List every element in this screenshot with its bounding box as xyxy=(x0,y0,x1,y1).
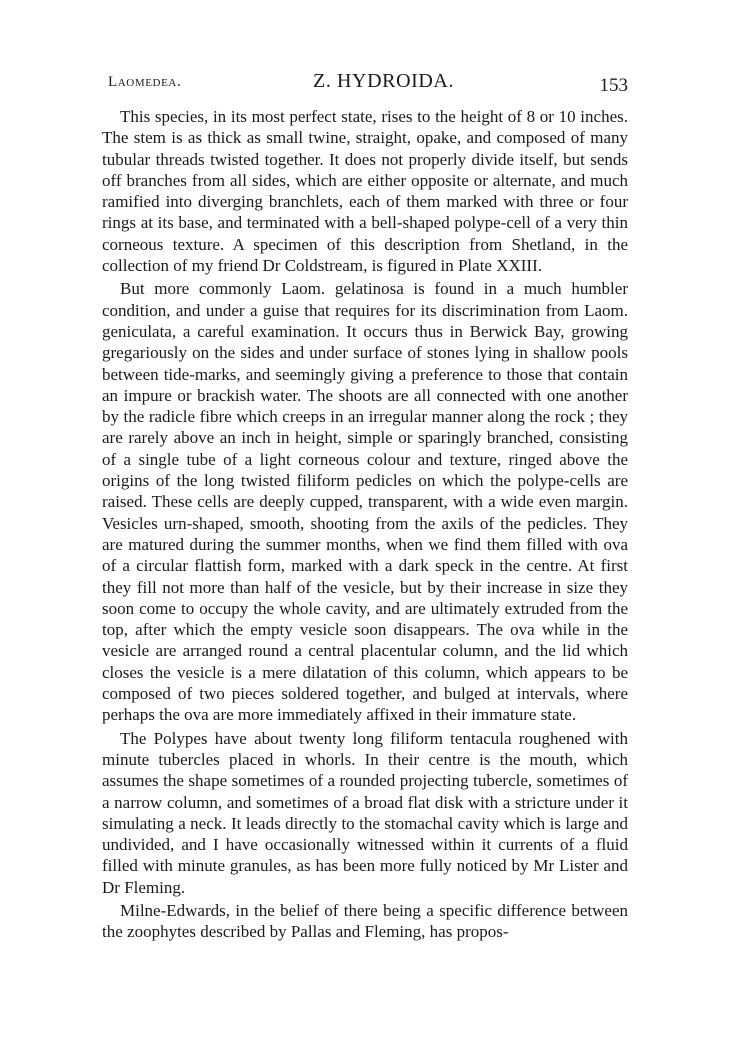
paragraph: But more commonly Laom. gelatinosa is found in a much humbler condition, and under a guise that requires for its discrimination from Laom. geniculata, a careful examination. It occurs thus in Berwick Bay, growing gregariously on the sides and under surface of stones lying in shallow pools between tide-marks, and seemingly giving a preference to those that contain an impure or brackish water. The shoots are all connected with one another by the radicle fibre which creeps in an irregular manner along the rock ; they are rarely above an inch in height, simple or sparingly branched, consisting of a single tube of a light corneous colour and texture, ringed above the origins of the long twisted filiform pedicles on which the polype-cells are raised. These cells are deeply cupped, transparent, with a wide even margin. Vesicles urn-shaped, smooth, shooting from the axils of the pedicles. They are matured during the summer months, when we find them filled with ova of a circular flattish form, marked with a dark speck in the centre. At first they fill not more than half of the vesicle, but by their increase in size they soon come to occupy the whole cavity, and are ultimately extruded from the top, after which the empty vesicle soon disappears. The ova while in the vesicle are arranged round a central placentular column, and the lid which closes the vesicle is a mere dilatation of this column, which appears to be composed of two pieces soldered together, and bulged at intervals, where perhaps the ova are more immediately affixed in their immature state. xyxy=(102,279,628,725)
running-head-title: Z. HYDROIDA. xyxy=(313,70,455,92)
paragraph: The Polypes have about twenty long filiform tentacula roughened with minute tubercles placed in whorls. In their centre is the mouth, which assumes the shape sometimes of a rounded projecting tubercle, sometimes of a narrow column, and sometimes of a broad flat disk with a stricture under it simulating a neck. It leads directly to the stomachal cavity which is large and undivided, and I have occasionally witnessed within it currents of a fluid filled with minute granules, as has been more fully noticed by Mr Lister and Dr Fleming. xyxy=(102,728,628,897)
page-number: 153 xyxy=(599,75,628,96)
body-text xyxy=(102,106,628,945)
paragraph: This species, in its most perfect state, rises to the height of 8 or 10 inches. The stem is as thick as small twine, straight, opake, and composed of many tubular threads twisted together. It does not properly divide itself, but sends off branches from all sides, which are either opposite or alternate, and much ramified into diverging branchlets, each of them marked with three or four rings at its base, and terminated with a bell-shaped polype-cell of a very thin corneous texture. A specimen of this description from Shetland, in the collection of my friend Dr Coldstream, is figured in Plate XXIII. xyxy=(102,107,628,276)
paragraph: Milne-Edwards, in the belief of there being a specific difference between the zoophytes described by Pallas and Fleming, has propos- xyxy=(102,900,628,942)
running-head xyxy=(108,70,628,98)
running-head-genus: Laomedea. xyxy=(108,74,182,90)
